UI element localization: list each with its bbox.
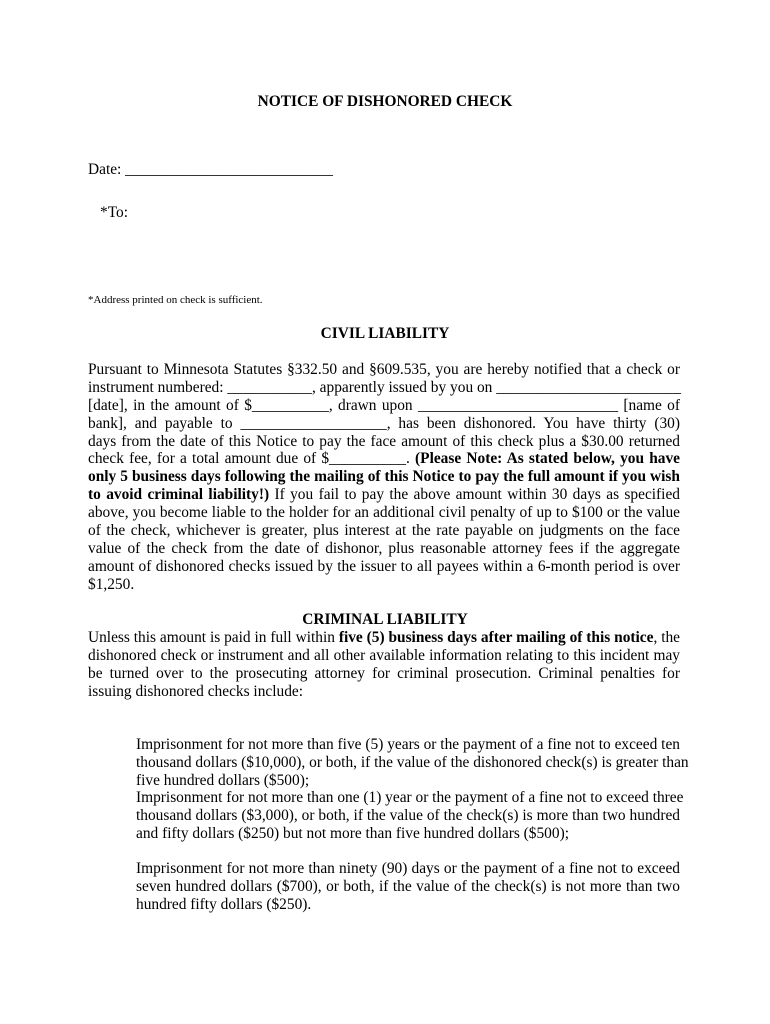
text: check fee, for a total amount due of $__________. xyxy=(88,450,416,468)
text-line xyxy=(136,825,680,843)
text: of the check, whichever is greater, plus interest at the rate payable on judgments on the face xyxy=(88,522,680,540)
text-line xyxy=(88,522,680,540)
date-field: Date: ___________________________ xyxy=(88,161,333,178)
bold-text: only 5 business days following the mailing of this Notice to pay the full amount if you wish xyxy=(88,468,680,486)
bold-text: to avoid criminal liability!) xyxy=(88,486,270,504)
text-line xyxy=(88,629,680,647)
text: five hundred dollars ($500); xyxy=(136,771,310,789)
text: Pursuant to Minnesota Statutes §332.50 and §609.535, you are hereby notified that a check or xyxy=(88,361,680,378)
bold-text: five (5) business days after mailing of this notice xyxy=(338,629,654,646)
penalty-gross-misdemeanor xyxy=(136,789,684,843)
text-line xyxy=(88,576,680,594)
text: $1,250. xyxy=(88,575,135,593)
document-title: NOTICE OF DISHONORED CHECK xyxy=(257,93,513,110)
text-line xyxy=(88,558,680,576)
text: [date], in the amount of $__________, drawn upon __________________________ [name of xyxy=(88,396,680,414)
text: and fifty dollars ($250) but not more than five hundred dollars ($500); xyxy=(136,824,569,842)
text: issuing dishonored checks include: xyxy=(88,682,304,700)
text-line xyxy=(136,736,680,754)
text-line xyxy=(136,807,680,825)
text-line xyxy=(136,896,680,914)
text: Imprisonment for not more than five (5) years or the payment of a fine not to exceed ten xyxy=(136,736,680,753)
criminal-liability-heading: CRIMINAL LIABILITY xyxy=(302,611,468,628)
text: be turned over to the prosecuting attorney for criminal prosecution. Criminal penalties for xyxy=(88,664,680,682)
to-label: *To: xyxy=(100,204,128,221)
text-line xyxy=(88,647,680,665)
text-line xyxy=(88,415,680,433)
text-line xyxy=(88,450,680,468)
text-line xyxy=(88,433,680,451)
text: hundred fifty dollars ($250). xyxy=(136,895,312,913)
text-line xyxy=(88,397,680,415)
text: seven hundred dollars ($700), or both, if the value of the check(s) is not more than two xyxy=(136,877,680,895)
text: thousand dollars ($10,000), or both, if the value of the dishonored check(s) is greater than xyxy=(136,753,689,771)
text-line xyxy=(88,361,680,379)
text: dishonored check or instrument and all other available information relating to this incident may xyxy=(88,646,680,664)
text-line xyxy=(88,683,680,701)
text-line xyxy=(136,772,680,790)
text: instrument numbered: ___________, apparently issued by you on ________________________ xyxy=(88,378,681,396)
text-line xyxy=(88,379,680,397)
bold-text: (Please Note: As stated below, you have xyxy=(415,450,680,468)
text-line xyxy=(88,468,680,486)
penalty-misdemeanor xyxy=(136,860,680,914)
text: days from the date of this Notice to pay the face amount of this check plus a $30.00 returned xyxy=(88,432,680,450)
text: thousand dollars ($3,000), or both, if the value of the check(s) is more than two hundred xyxy=(136,806,680,824)
text-line xyxy=(136,753,689,772)
text-line xyxy=(136,789,684,807)
text-line xyxy=(88,665,680,683)
text: above, you become liable to the holder for an additional civil penalty of up to $100 or the value xyxy=(88,504,680,522)
text: Unless this amount is paid in full within xyxy=(88,629,339,646)
text-line xyxy=(88,540,680,558)
text: Imprisonment for not more than ninety (90) days or the payment of a fine not to exceed xyxy=(136,860,680,877)
text: value of the check from the date of dishonor, plus reasonable attorney fees if the aggregate xyxy=(88,539,680,557)
text-line xyxy=(88,504,680,522)
criminal-liability-paragraph xyxy=(88,629,680,701)
text: Imprisonment for not more than one (1) year or the payment of a fine not to exceed three xyxy=(136,789,684,806)
civil-liability-paragraph xyxy=(88,361,680,594)
text-line xyxy=(136,878,680,896)
text: If you fail to pay the above amount within 30 days as specified xyxy=(269,486,680,504)
penalty-felony xyxy=(136,736,689,790)
text: amount of dishonored checks issued by the issuer to all payees within a 6-month period is over xyxy=(88,557,680,575)
civil-liability-heading: CIVIL LIABILITY xyxy=(320,325,450,342)
text: , the xyxy=(653,629,681,646)
text: bank], and payable to ___________________, has been dishonored. You have thirty (30) xyxy=(88,414,680,432)
text-line xyxy=(88,486,680,504)
text-line xyxy=(136,860,680,878)
address-note: *Address printed on check is sufficient. xyxy=(88,294,263,306)
